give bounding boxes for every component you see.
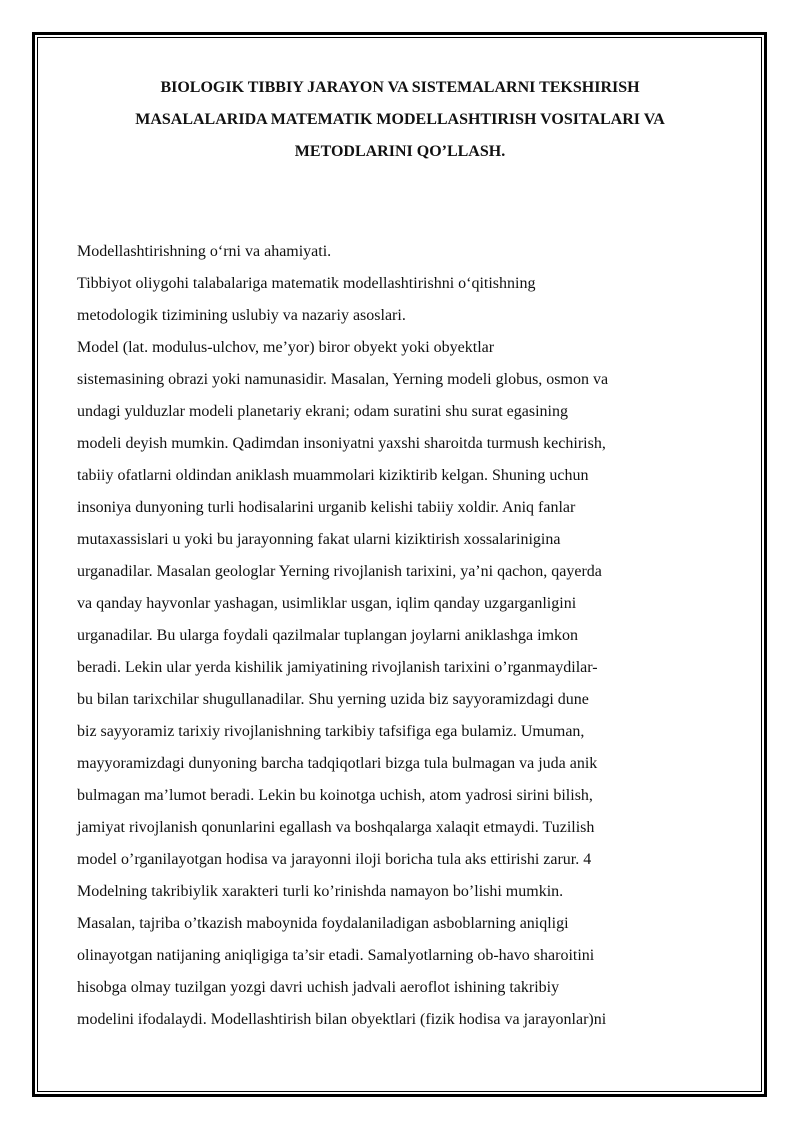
title-line: MASALALARIDA MATEMATIK MODELLASHTIRISH VOSITALARI VA: [135, 111, 665, 128]
paragraph-line: va qanday hayvonlar yashagan, usimliklar usgan, iqlim qanday uzgarganligini: [77, 595, 577, 612]
paragraph-line: olinayotgan natijaning aniqligiga ta’sir etadi. Samalyotlarning ob-havo sharoitini: [77, 947, 595, 964]
paragraph-line: sistemasining obrazi yoki namunasidir. Masalan, Yerning modeli globus, osmon va: [77, 371, 609, 388]
title-line: METODLARINI QO’LLASH.: [294, 143, 506, 160]
paragraph-line: jamiyat rivojlanish qonunlarini egallash va boshqalarga xalaqit etmaydi. Tuzilish: [77, 819, 595, 836]
paragraph-line: model o’rganilayotgan hodisa va jarayonni iloji boricha tula aks ettirishi zarur. 4: [77, 851, 592, 868]
paragraph-line: urganadilar. Bu ularga foydali qazilmalar tuplangan joylarni aniklashga imkon: [77, 627, 579, 644]
paragraph-line: undagi yulduzlar modeli planetariy ekrani; odam suratini shu surat egasining: [77, 403, 568, 420]
paragraph-line: mutaxassislari u yoki bu jarayonning fakat ularni kiziktirish xossalarinigina: [77, 531, 561, 548]
section-heading: Modellashtirishning o‘rni va ahamiyati.: [77, 243, 332, 260]
paragraph-line: Modelning takribiylik xarakteri turli ko’rinishda namayon bo’lishi mumkin.: [77, 883, 564, 900]
subheading-line: Tibbiyot oliygohi talabalariga matematik modellashtirishni o‘qitishning: [77, 275, 536, 292]
title-line: BIOLOGIK TIBBIY JARAYON VA SISTEMALARNI TEKSHIRISH: [160, 79, 640, 96]
paragraph-line: bulmagan ma’lumot beradi. Lekin bu koinotga uchish, atom yadrosi sirini bilish,: [77, 787, 593, 804]
paragraph-line: Model (lat. modulus-ulchov, me’yor) biror obyekt yoki obyektlar: [77, 339, 495, 356]
document-body: [77, 236, 737, 1036]
paragraph-line: Masalan, tajriba o’tkazish maboynida foydalaniladigan asboblarning aniqligi: [77, 915, 569, 932]
paragraph-line: tabiiy ofatlarni oldindan aniklash muammolari kiziktirib kelgan. Shuning uchun: [77, 467, 589, 484]
paragraph-line: mayyoramizdagi dunyoning barcha tadqiqotlari bizga tula bulmagan va juda anik: [77, 755, 598, 772]
paragraph-line: biz sayyoramiz tarixiy rivojlanishning tarkibiy tafsifiga ega bulamiz. Umuman,: [77, 723, 585, 740]
paragraph-line: urganadilar. Masalan geologlar Yerning rivojlanish tarixini, ya’ni qachon, qayerda: [77, 563, 602, 580]
subheading-line: metodologik tizimining uslubiy va nazariy asoslari.: [77, 307, 406, 324]
paragraph-line: modelini ifodalaydi. Modellashtirish bilan obyektlari (fizik hodisa va jarayonlar)ni: [77, 1011, 607, 1028]
paragraph-line: beradi. Lekin ular yerda kishilik jamiyatining rivojlanish tarixini o’rganmaydilar-: [77, 659, 598, 676]
document-title: [60, 72, 740, 168]
paragraph-line: modeli deyish mumkin. Qadimdan insoniyatni yaxshi sharoitda turmush kechirish,: [77, 435, 606, 452]
paragraph-line: hisobga olmay tuzilgan yozgi davri uchish jadvali aeroflot ishining takribiy: [77, 979, 560, 996]
paragraph-line: bu bilan tarixchilar shugullanadilar. Shu yerning uzida biz sayyoramizdagi dune: [77, 691, 589, 708]
paragraph-line: insoniya dunyoning turli hodisalarini urganib kelishi tabiiy xoldir. Aniq fanlar: [77, 499, 576, 516]
